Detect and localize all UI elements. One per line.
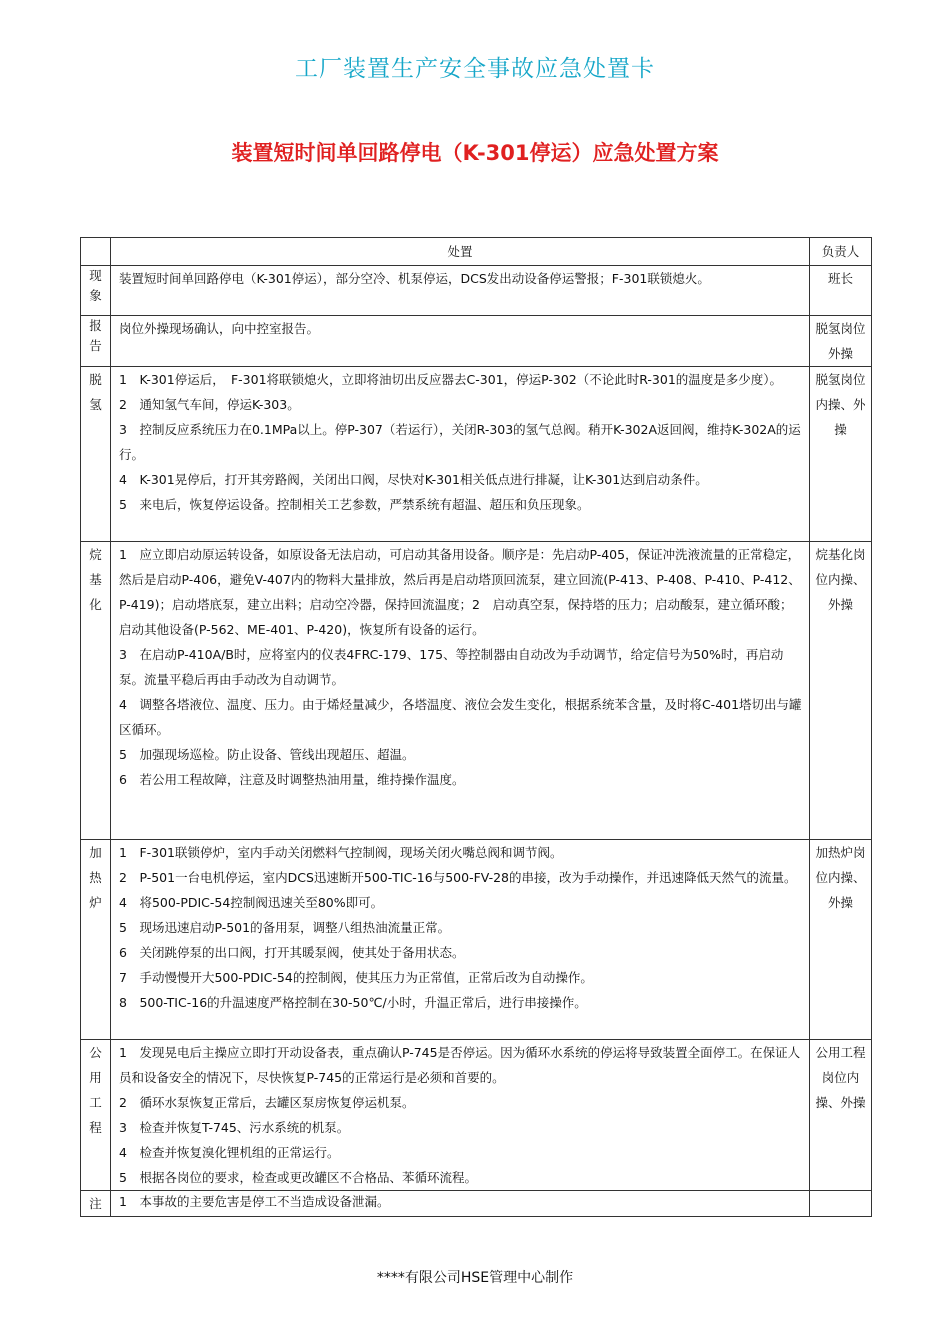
action-line: 5 现场迅速启动P-501的备用泵，调整八组热油流量正常。 [119,920,451,935]
header-action: 处置 [111,238,810,266]
action-line: 5 加强现场巡检。防止设备、管线出现超压、超温。 [119,747,415,762]
action-line: 3 控制反应系统压力在0.1MPa以上。停P-307（若运行），关闭R-303的氢气总阀。稍开K-302A返回阀，维持K-302A的运行。 [119,422,801,462]
action-line: 4 检查并恢复溴化锂机组的正常运行。 [119,1145,340,1160]
action-line: 3 在启动P-410A/B时，应将室内的仪表4FRC-179、175、等控制器由自动改为手动调节，给定信号为50%时，再启动泵。流量平稳后再由手动改为自动调节。 [119,647,784,687]
action-line: 1 发现晃电后主操应立即打开动设备表，重点确认P-745是否停运。因为循环水系统的停运将导致装置全面停工。在保证人员和设备安全的情况下，尽快恢复P-745的正常运行是必须和首要的。 [119,1045,801,1085]
row-actions [111,542,810,840]
action-line: 4 K-301晃停后，打开其旁路阀，关闭出口阀，尽快对K-301相关低点进行排凝，让K-301达到启动条件。 [119,472,708,487]
table-row [81,266,872,316]
action-line: 1 本事故的主要危害是停工不当造成设备泄漏。 [119,1194,390,1209]
header-owner: 负责人 [810,238,872,266]
row-owner: 公用工程岗位内操、外操 [810,1040,872,1191]
row-actions [111,367,810,542]
action-line: 3 检查并恢复T-745、污水系统的机泵。 [119,1120,350,1135]
footer-credit: ****有限公司HSE管理中心制作 [376,1270,574,1286]
row-actions [111,266,810,316]
table-row [81,1040,872,1191]
action-line: 2 循环水泵恢复正常后，去罐区泵房恢复停运机泵。 [119,1095,415,1110]
row-actions [111,840,810,1040]
action-line: 2 通知氢气车间，停运K-303。 [119,397,300,412]
action-line: 2 P-501一台电机停运，室内DCS迅速断开500-TIC-16与500-FV-28的串接，改为手动操作，并迅速降低天然气的流量。 [119,870,797,885]
row-category: 烷基化 [81,542,111,840]
row-category: 注 [81,1191,111,1217]
action-line: 4 将500-PDIC-54控制阀迅速关至80%即可。 [119,895,384,910]
action-line: 6 关闭跳停泵的出口阀，打开其暖泵阀，使其处于备用状态。 [119,945,465,960]
action-line: 5 来电后，恢复停运设备。控制相关工艺参数，严禁系统有超温、超压和负压现象。 [119,497,590,512]
action-line: 4 调整各塔液位、温度、压力。由于烯烃量减少，各塔温度、液位会发生变化，根据系统苯含量，及时将C-401塔切出与罐区循环。 [119,697,802,737]
emergency-table [80,237,872,1217]
document-subtitle: 装置短时间单回路停电（K-301停运）应急处置方案 [231,141,719,165]
row-owner: 班长 [810,266,872,316]
table-row [81,367,872,542]
row-category: 脱氢 [81,367,111,542]
action-line: 6 若公用工程故障，注意及时调整热油用量，维持操作温度。 [119,772,465,787]
row-category: 报告 [81,316,111,367]
row-owner: 脱氢岗位外操 [810,316,872,367]
row-category: 现象 [81,266,111,316]
table-row [81,542,872,840]
row-owner: 烷基化岗位内操、外操 [810,542,872,840]
action-line: 1 应立即启动原运转设备，如原设备无法启动，可启动其备用设备。顺序是：先启动P-405，保证冲洗液流量的正常稳定，然后是启动P-406，避免V-407内的物料大量排放，然后再是启动塔顶回流泵，建立回流(P-413、P-408、P-410、P-412、P-419)；启动塔底泵，建立出料；启动空冷器，保持回流温度；2 启动真空泵，保持塔的压力；启动酸泵，建立循环酸；启动其他设备(P-562、ME-401、P-420)，恢复所有设备的运行。 [119,547,801,637]
row-category: 公用工程 [81,1040,111,1191]
action-line: 5 根据各岗位的要求，检查或更改罐区不合格品、苯循环流程。 [119,1170,477,1185]
table-row [81,840,872,1040]
row-owner: 加热炉岗位内操、外操 [810,840,872,1040]
row-actions [111,1191,810,1217]
action-line: 8 500-TIC-16的升温速度严格控制在30-50℃/小时，升温正常后，进行串接操作。 [119,995,587,1010]
action-line: 1 F-301联锁停炉，室内手动关闭燃料气控制阀，现场关闭火嘴总阀和调节阀。 [119,845,563,860]
action-line: 岗位外操现场确认，向中控室报告。 [119,321,320,336]
row-owner [810,1191,872,1217]
row-owner: 脱氢岗位内操、外操 [810,367,872,542]
row-actions [111,316,810,367]
table-header-row [81,238,872,266]
action-line: 装置短时间单回路停电（K-301停运），部分空冷、机泵停运，DCS发出动设备停运警报；F-301联锁熄火。 [119,271,710,286]
document-title: 工厂装置生产安全事故应急处置卡 [295,56,655,82]
header-blank-cell [81,238,111,266]
row-category: 加热炉 [81,840,111,1040]
table-row [81,316,872,367]
action-line: 1 K-301停运后， F-301将联锁熄火，立即将油切出反应器去C-301，停运P-302（不论此时R-301的温度是多少度）。 [119,372,783,387]
row-actions [111,1040,810,1191]
action-line: 7 手动慢慢开大500-PDIC-54的控制阀，使其压力为正常值，正常后改为自动操作。 [119,970,593,985]
table-row [81,1191,872,1217]
